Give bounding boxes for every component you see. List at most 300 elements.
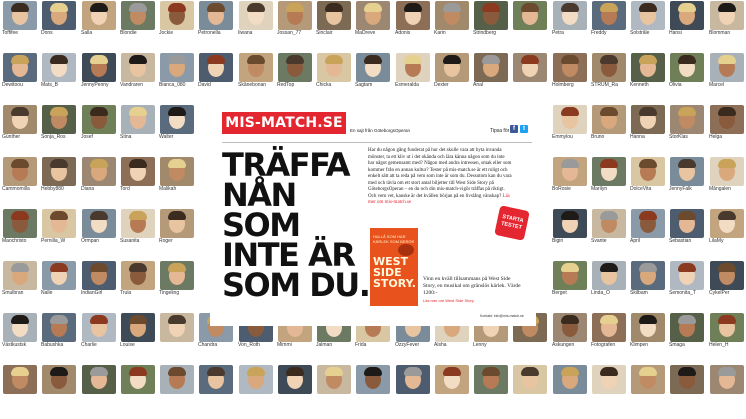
hair-icon — [718, 367, 736, 376]
profile-card[interactable] — [589, 313, 630, 354]
profile-username: Smulbran — [2, 290, 24, 296]
profile-card[interactable] — [79, 365, 120, 406]
profile-card[interactable] — [510, 53, 551, 94]
profile-card[interactable] — [353, 53, 394, 94]
hair-icon — [11, 3, 29, 12]
profile-username: RedTop — [277, 82, 295, 88]
profile-username: STRUM_Ra — [591, 82, 618, 88]
profile-card[interactable] — [157, 105, 198, 146]
ad-panel — [210, 108, 536, 326]
profile-username: Helga — [709, 134, 723, 140]
profile-card[interactable] — [510, 1, 551, 42]
profile-photo — [3, 313, 37, 342]
profile-photo — [396, 1, 430, 30]
profile-photo — [592, 313, 626, 342]
profile-username: Helen_H — [709, 342, 729, 348]
profile-card[interactable] — [589, 157, 630, 198]
profile-card[interactable] — [118, 313, 159, 354]
profile-card[interactable] — [628, 209, 669, 250]
profile-card[interactable] — [589, 1, 630, 42]
profile-card[interactable] — [236, 365, 277, 406]
profile-card[interactable] — [432, 365, 473, 406]
profile-card[interactable] — [118, 261, 159, 302]
profile-card[interactable] — [589, 105, 630, 146]
profile-card[interactable] — [707, 209, 746, 250]
hair-icon — [639, 107, 657, 116]
hair-icon — [678, 367, 696, 376]
profile-card[interactable] — [0, 261, 41, 302]
hair-icon — [561, 55, 579, 64]
profile-card[interactable] — [471, 53, 512, 94]
profile-card[interactable] — [628, 53, 669, 94]
profile-username: Sebastian — [669, 238, 692, 244]
hair-icon — [11, 315, 29, 324]
hair-icon — [561, 3, 579, 12]
win-text — [423, 276, 523, 304]
profile-card[interactable] — [275, 1, 316, 42]
profile-photo — [42, 313, 76, 342]
profile-card[interactable] — [0, 157, 41, 198]
profile-photo — [278, 365, 312, 394]
hair-icon — [521, 3, 539, 12]
profile-card[interactable] — [118, 157, 159, 198]
profile-card[interactable] — [667, 209, 708, 250]
hair-icon — [50, 55, 68, 64]
profile-card[interactable] — [589, 365, 630, 406]
profile-username: Adonis — [395, 30, 411, 36]
profile-username: Blomman — [709, 30, 731, 36]
profile-photo — [278, 53, 312, 82]
profile-card[interactable] — [707, 53, 746, 94]
profile-card[interactable] — [118, 1, 159, 42]
hair-icon — [718, 211, 736, 220]
profile-card[interactable] — [157, 157, 198, 198]
profile-card[interactable] — [707, 313, 746, 354]
profile-username: Västkustsk — [2, 342, 27, 348]
profile-card[interactable] — [0, 105, 41, 146]
profile-card[interactable] — [707, 105, 746, 146]
profile-photo — [278, 1, 312, 30]
profile-username: Semonita_T — [669, 290, 696, 296]
profile-photo — [631, 157, 665, 186]
profile-card[interactable] — [39, 157, 80, 198]
profile-username: Stina — [120, 134, 132, 140]
profile-photo — [239, 365, 273, 394]
profile-photo — [317, 365, 351, 394]
profile-card[interactable] — [118, 105, 159, 146]
hair-icon — [168, 367, 186, 376]
profile-card[interactable] — [118, 209, 159, 250]
profile-card[interactable] — [667, 313, 708, 354]
profile-photo — [670, 1, 704, 30]
hair-icon — [600, 159, 618, 168]
west-side-story-poster[interactable] — [370, 228, 418, 306]
profile-card[interactable] — [432, 53, 473, 94]
profile-card[interactable] — [39, 53, 80, 94]
profile-username: Petra — [552, 30, 564, 36]
profile-card[interactable] — [118, 365, 159, 406]
body-paragraph: Har du någon gång funderat på hur det skulle vara att byta invanda mönster, ta ett kliv ut i det okända och lära känna någon som du inte har något gemensamt med? Någon med andra intressen, smak eller som kommer från en annan kultur? Tester på mis-match.se är ett roligt och enkelt sätt att ta reda på vem som inte är som du. Dessutom kan du vara med och tävla om ett stort antal biljetter till West Side Story på GöteborgsOperan – en du och din mis-match-vigör träffas på riktigt. Och vem vet, kanske är det kvällen början på en livslång vänskap? — [368, 148, 512, 199]
profile-card[interactable] — [550, 105, 591, 146]
profile-username: Emmylou — [552, 134, 573, 140]
profile-card[interactable] — [707, 365, 746, 406]
hair-icon — [443, 55, 461, 64]
profile-card[interactable] — [39, 365, 80, 406]
profile-photo — [435, 365, 469, 394]
profile-card[interactable] — [157, 53, 198, 94]
profile-card[interactable] — [393, 365, 434, 406]
profile-card[interactable] — [550, 209, 591, 250]
profile-username: Babushka — [41, 342, 64, 348]
read-more-link[interactable]: Läs mer om mis-match.se — [368, 193, 510, 205]
profile-card[interactable] — [118, 53, 159, 94]
hair-icon — [90, 315, 108, 324]
hair-icon — [11, 263, 29, 272]
profile-photo — [82, 157, 116, 186]
hair-icon — [639, 315, 657, 324]
profile-card[interactable] — [157, 365, 198, 406]
profile-username: Susanita — [120, 238, 140, 244]
profile-card[interactable] — [196, 1, 237, 42]
hair-icon — [718, 107, 736, 116]
hair-icon — [364, 55, 382, 64]
profile-card[interactable] — [275, 53, 316, 94]
hair-icon — [678, 263, 696, 272]
profile-card[interactable] — [510, 365, 551, 406]
hair-icon — [90, 159, 108, 168]
profile-username: Charlie — [81, 342, 97, 348]
profile-photo — [710, 105, 744, 134]
profile-photo — [199, 1, 233, 30]
profile-card[interactable] — [79, 261, 120, 302]
profile-card[interactable] — [353, 365, 394, 406]
profile-photo — [670, 157, 704, 186]
profile-card[interactable] — [393, 53, 434, 94]
hair-icon — [678, 159, 696, 168]
profile-photo — [710, 1, 744, 30]
profile-photo — [631, 209, 665, 238]
profile-username: JennyPenny — [81, 82, 109, 88]
profile-photo — [592, 209, 626, 238]
profile-photo — [396, 365, 430, 394]
hair-icon — [718, 55, 736, 64]
profile-photo — [160, 365, 194, 394]
profile-username: Klimpen — [630, 342, 649, 348]
profile-photo — [592, 261, 626, 290]
profile-card[interactable] — [39, 313, 80, 354]
profile-username: Marcel — [709, 82, 725, 88]
profile-card[interactable] — [628, 157, 669, 198]
profile-photo — [710, 53, 744, 82]
profile-card[interactable] — [39, 261, 80, 302]
hair-icon — [718, 315, 736, 324]
profile-photo — [670, 313, 704, 342]
profile-username: David — [198, 82, 211, 88]
hair-icon — [11, 367, 29, 376]
profile-card[interactable] — [0, 53, 41, 94]
profile-username: Mångalen — [709, 186, 731, 192]
profile-username: IndianGirl — [81, 290, 103, 296]
profile-username: Chandra — [198, 342, 218, 348]
profile-card[interactable] — [0, 365, 41, 406]
profile-card[interactable] — [667, 1, 708, 42]
profile-username: StorKlas — [669, 134, 688, 140]
profile-card[interactable] — [628, 313, 669, 354]
logo[interactable]: MIS-MATCH.SE — [222, 112, 346, 134]
start-test-button[interactable] — [494, 205, 530, 241]
profile-photo — [42, 209, 76, 238]
hair-icon — [325, 3, 343, 12]
hair-icon — [129, 263, 147, 272]
profile-photo — [592, 53, 626, 82]
profile-photo — [553, 53, 587, 82]
profile-card[interactable] — [0, 1, 41, 42]
hair-icon — [50, 367, 68, 376]
profile-username: MaDreve — [355, 30, 376, 36]
profile-username: Malikah — [159, 186, 177, 192]
hair-icon — [639, 367, 657, 376]
profile-photo — [317, 1, 351, 30]
profile-card[interactable] — [157, 209, 198, 250]
profile-card[interactable] — [707, 261, 746, 302]
profile-photo — [82, 1, 116, 30]
profile-username: Mimmi — [277, 342, 292, 348]
profile-username: Roger — [159, 238, 173, 244]
profile-card[interactable] — [79, 1, 120, 42]
profile-card[interactable] — [39, 209, 80, 250]
profile-photo — [42, 53, 76, 82]
hair-icon — [561, 211, 579, 220]
profile-card[interactable] — [550, 365, 591, 406]
hair-icon — [129, 3, 147, 12]
profile-card[interactable] — [79, 209, 120, 250]
hair-icon — [129, 211, 147, 220]
profile-photo — [356, 53, 390, 82]
profile-card[interactable] — [550, 1, 591, 42]
profile-card[interactable] — [707, 1, 746, 42]
win-paragraph: Vinn en kväll tillsammans på West Side Story, en musikal om gränslös kärlek. Värde 1200:- — [423, 276, 521, 296]
profile-photo — [513, 1, 547, 30]
profile-photo — [592, 1, 626, 30]
hair-icon — [168, 315, 186, 324]
profile-card[interactable] — [589, 53, 630, 94]
profile-card[interactable] — [39, 1, 80, 42]
hair-icon — [50, 107, 68, 116]
profile-card[interactable] — [471, 1, 512, 42]
profile-card[interactable] — [79, 157, 120, 198]
profile-photo — [199, 53, 233, 82]
profile-photo — [710, 313, 744, 342]
profile-username: Bigiri — [552, 238, 564, 244]
west-side-story-link[interactable]: Läs mer om West Side Story — [423, 298, 474, 303]
profile-photo — [160, 53, 194, 82]
hair-icon — [443, 367, 461, 376]
profile-username: Vandraren — [120, 82, 143, 88]
profile-card[interactable] — [196, 365, 237, 406]
profile-photo — [553, 261, 587, 290]
profile-photo — [670, 261, 704, 290]
profile-card[interactable] — [0, 209, 41, 250]
profile-card[interactable] — [353, 1, 394, 42]
profile-username: Dewitoou — [2, 82, 23, 88]
profile-photo — [160, 157, 194, 186]
profile-username: Tingeling — [159, 290, 180, 296]
profile-card[interactable] — [236, 53, 277, 94]
profile-card[interactable] — [667, 53, 708, 94]
hair-icon — [50, 315, 68, 324]
hair-icon — [90, 211, 108, 220]
profile-card[interactable] — [314, 53, 355, 94]
profile-username: Berget — [552, 290, 567, 296]
profile-card[interactable] — [39, 105, 80, 146]
profile-card[interactable] — [550, 313, 591, 354]
facebook-icon[interactable]: f — [510, 125, 518, 133]
hair-icon — [90, 55, 108, 64]
hair-icon — [678, 107, 696, 116]
profile-username: Von_Roth — [238, 342, 260, 348]
hair-icon — [11, 211, 29, 220]
profile-username: Sagtam — [355, 82, 373, 88]
profile-username: Dons — [41, 30, 53, 36]
hair-icon — [50, 211, 68, 220]
hair-icon — [600, 315, 618, 324]
profile-card[interactable] — [432, 1, 473, 42]
profile-card[interactable] — [314, 365, 355, 406]
profile-photo — [199, 365, 233, 394]
profile-card[interactable] — [157, 313, 198, 354]
profile-card[interactable] — [550, 53, 591, 94]
profile-username: Louise — [120, 342, 135, 348]
profile-photo — [631, 261, 665, 290]
profile-photo — [592, 365, 626, 394]
profile-username: Walter — [159, 134, 174, 140]
hair-icon — [561, 315, 579, 324]
profile-card[interactable] — [275, 365, 316, 406]
profile-card[interactable] — [550, 157, 591, 198]
profile-username: Jossan_77 — [277, 30, 302, 36]
hair-icon — [521, 55, 539, 64]
profile-username: Skånebonan — [238, 82, 267, 88]
profile-card[interactable] — [0, 313, 41, 354]
hair-icon — [404, 55, 422, 64]
hair-icon — [11, 159, 29, 168]
profile-card[interactable] — [628, 261, 669, 302]
profile-photo — [121, 209, 155, 238]
hair-icon — [129, 159, 147, 168]
profile-card[interactable] — [667, 365, 708, 406]
profile-photo — [160, 1, 194, 30]
profile-card[interactable] — [393, 1, 434, 42]
profile-card[interactable] — [550, 261, 591, 302]
profile-username: Toffifee — [2, 30, 19, 36]
profile-photo — [82, 209, 116, 238]
profile-photo — [474, 53, 508, 82]
profile-card[interactable] — [707, 157, 746, 198]
divider — [222, 142, 532, 143]
profile-card[interactable] — [79, 313, 120, 354]
profile-username: Josef — [81, 134, 93, 140]
hair-icon — [129, 55, 147, 64]
twitter-icon[interactable]: t — [520, 125, 528, 133]
hair-icon — [168, 211, 186, 220]
profile-card[interactable] — [667, 157, 708, 198]
profile-username: Anal — [473, 82, 484, 88]
profile-photo — [42, 1, 76, 30]
profile-photo — [121, 313, 155, 342]
hair-icon — [678, 315, 696, 324]
profile-username: Esmeralda — [395, 82, 419, 88]
hair-icon — [207, 3, 225, 12]
profile-photo — [356, 1, 390, 30]
profile-username: Maochristo — [2, 238, 27, 244]
profile-photo — [121, 261, 155, 290]
hair-icon — [168, 107, 186, 116]
profile-card[interactable] — [314, 1, 355, 42]
profile-username: Svante — [591, 238, 607, 244]
profile-card[interactable] — [196, 53, 237, 94]
hair-icon — [639, 55, 657, 64]
profile-photo — [160, 313, 194, 342]
profile-card[interactable] — [79, 105, 120, 146]
hair-icon — [561, 107, 579, 116]
profile-card[interactable] — [79, 53, 120, 94]
hair-icon — [678, 3, 696, 12]
profile-photo — [631, 1, 665, 30]
profile-card[interactable] — [157, 1, 198, 42]
profile-username: OzzyFever — [395, 342, 420, 348]
profile-card[interactable] — [628, 1, 669, 42]
profile-photo — [82, 261, 116, 290]
profile-username: Hanna — [630, 134, 645, 140]
profile-username: Sinclair — [316, 30, 333, 36]
profile-card[interactable] — [667, 261, 708, 302]
profile-card[interactable] — [589, 209, 630, 250]
profile-username: Sonja_Ros — [41, 134, 66, 140]
profile-card[interactable] — [157, 261, 198, 302]
profile-photo — [553, 157, 587, 186]
profile-photo — [121, 53, 155, 82]
profile-username: Freddy — [591, 30, 607, 36]
profile-card[interactable] — [628, 105, 669, 146]
profile-photo — [710, 261, 744, 290]
profile-card[interactable] — [667, 105, 708, 146]
hair-icon — [600, 3, 618, 12]
profile-photo — [160, 209, 194, 238]
profile-card[interactable] — [236, 1, 277, 42]
hair-icon — [561, 367, 579, 376]
hair-icon — [639, 211, 657, 220]
profile-card[interactable] — [589, 261, 630, 302]
profile-card[interactable] — [471, 365, 512, 406]
hair-icon — [286, 55, 304, 64]
profile-username: JennyFalk — [669, 186, 692, 192]
profile-photo — [160, 261, 194, 290]
hair-icon — [561, 159, 579, 168]
profile-photo — [121, 157, 155, 186]
profile-username: Bianca_080 — [159, 82, 186, 88]
hair-icon — [286, 367, 304, 376]
profile-username: Mats_B — [41, 82, 58, 88]
hair-icon — [129, 107, 147, 116]
hair-icon — [639, 263, 657, 272]
profile-username: Bruno — [591, 134, 605, 140]
profile-photo — [42, 365, 76, 394]
hair-icon — [600, 55, 618, 64]
profile-username: Hansi — [669, 30, 682, 36]
profile-card[interactable] — [628, 365, 669, 406]
profile-photo — [553, 105, 587, 134]
profile-photo — [670, 209, 704, 238]
